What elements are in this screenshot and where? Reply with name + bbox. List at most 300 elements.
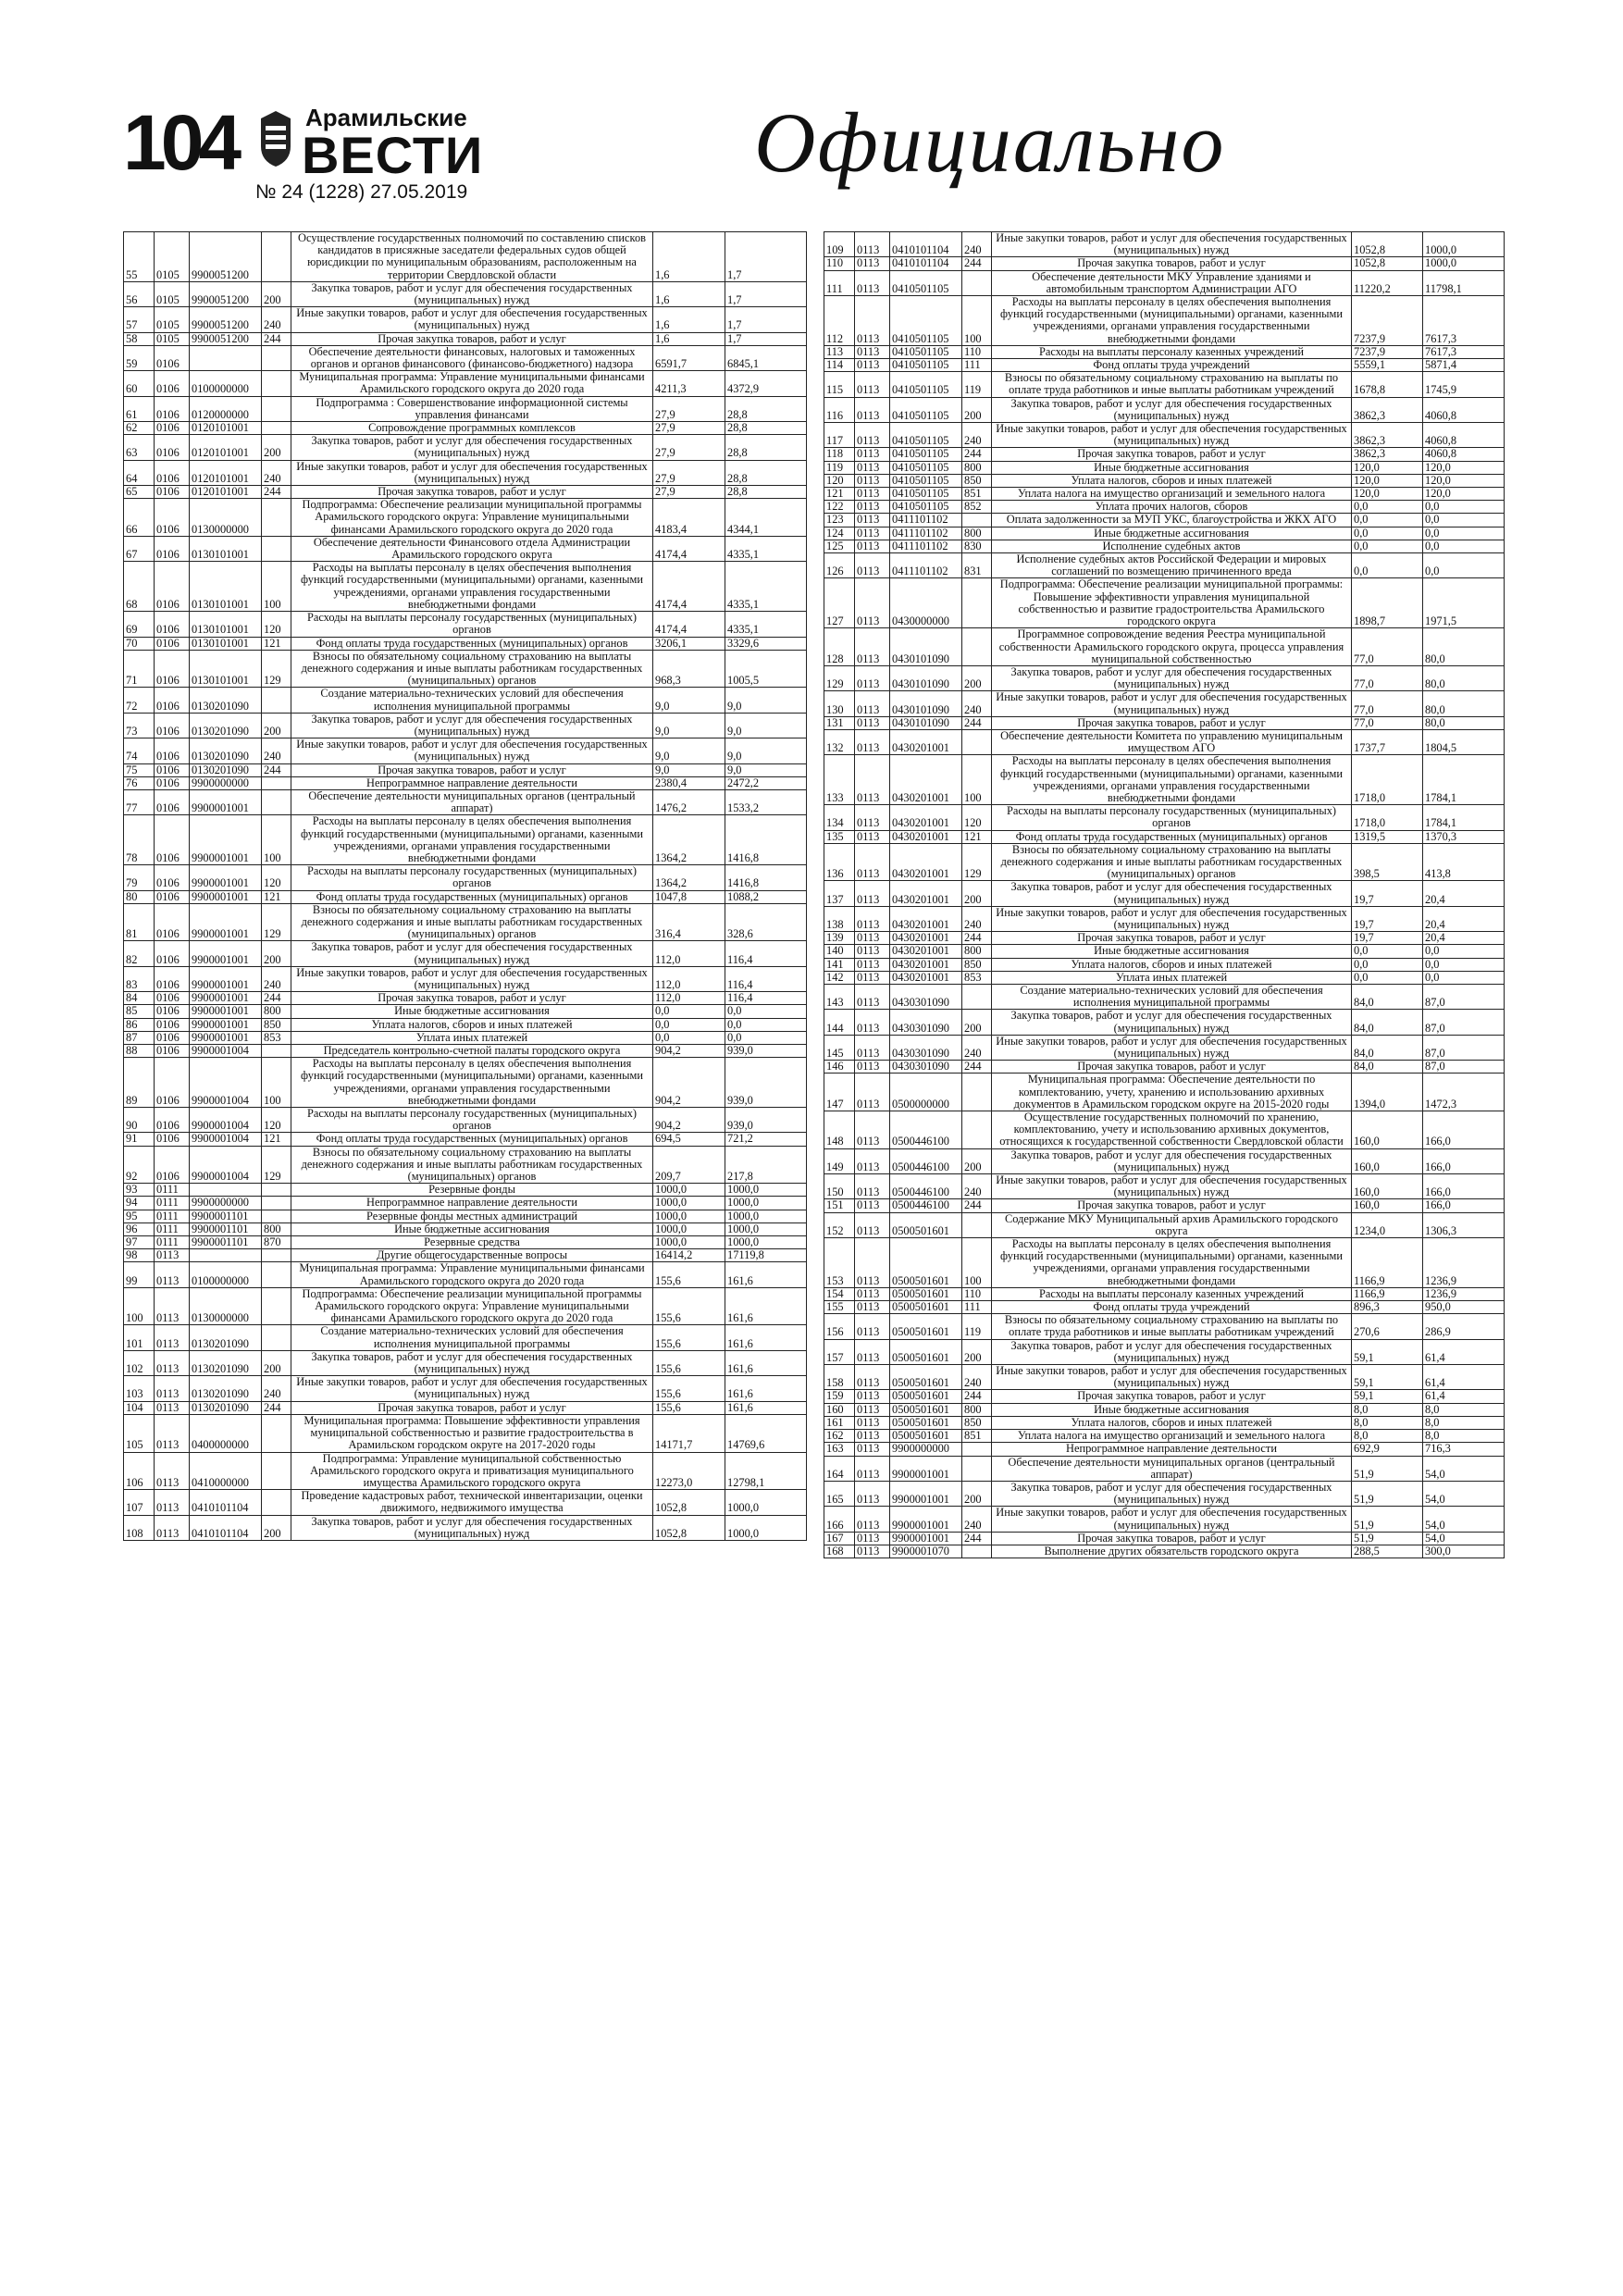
amount-2020: 155,6 [653,1401,725,1414]
row-number: 161 [824,1416,855,1429]
section-code: 0106 [155,1108,190,1133]
amount-2020: 1737,7 [1352,729,1423,754]
section-code: 0113 [855,514,890,527]
item-name: Прочая закупка товаров, работ и услуг [992,1199,1352,1212]
expense-type [262,776,291,789]
target-code: 0500446100 [890,1199,962,1212]
target-code: 0500501601 [890,1287,962,1300]
amount-2020: 155,6 [653,1350,725,1375]
target-code: 9900001101 [190,1222,262,1235]
target-code: 0130201090 [190,1325,262,1350]
item-name: Создание материально-технических условий для обеспечения исполнения муниципальной программы [291,1325,653,1350]
row-number: 106 [124,1452,155,1490]
amount-2021: 7617,3 [1423,296,1505,346]
row-number: 105 [124,1414,155,1452]
section-code: 0106 [155,776,190,789]
table-row [824,1532,1505,1545]
expense-type: 800 [962,461,992,474]
table-row [824,553,1505,578]
item-name: Расходы на выплаты персоналу в целях обеспечения выполнения функций государственными (муниципальными) органами, казенными учреждениями, органами управления государственными внебюджетными фондами [291,562,653,612]
row-number: 78 [124,815,155,865]
amount-2021: 1416,8 [725,865,807,890]
row-number: 150 [824,1174,855,1199]
item-name: Прочая закупка товаров, работ и услуг [291,486,653,499]
row-number: 92 [124,1146,155,1184]
table-row [824,1174,1505,1199]
table-row [124,1287,807,1325]
amount-2021: 116,4 [725,941,807,966]
item-name: Исполнение судебных актов [992,540,1352,552]
expense-type [262,396,291,421]
table-row [124,1249,807,1262]
target-code: 9900051200 [190,332,262,345]
amount-2020: 155,6 [653,1376,725,1401]
target-code: 0130101001 [190,562,262,612]
item-name: Взносы по обязательному социальному страхованию на выплаты денежного содержания и иные выплаты работникам государственных (муниципальных) органов [291,903,653,941]
section-code: 0105 [155,232,190,282]
section-code: 0113 [855,1314,890,1339]
amount-2021: 4060,8 [1423,448,1505,461]
amount-2021: 8,0 [1423,1430,1505,1443]
section-code: 0113 [855,1532,890,1545]
section-code: 0106 [155,815,190,865]
section-code: 0113 [855,372,890,397]
expense-type: 200 [262,713,291,738]
amount-2021: 0,0 [1423,958,1505,971]
table-row [124,637,807,650]
section-code: 0113 [855,553,890,578]
item-name: Взносы по обязательному социальному страхованию на выплаты денежного содержания и иные выплаты работникам государственных (муниципальных) органов [291,1146,653,1184]
expense-type: 200 [262,435,291,460]
expense-type: 240 [962,423,992,448]
row-number: 129 [824,665,855,690]
amount-2020: 896,3 [1352,1301,1423,1314]
expense-type: 244 [262,763,291,776]
expense-type: 200 [962,1010,992,1035]
section-code: 0113 [155,1376,190,1401]
expense-type: 244 [962,716,992,729]
expense-type: 240 [262,738,291,763]
amount-2021: 80,0 [1423,691,1505,716]
item-name: Расходы на выплаты персоналу государственных (муниципальных) органов [992,805,1352,830]
table-row [824,1507,1505,1532]
section-code: 0113 [855,540,890,552]
right-column [824,231,1504,1558]
amount-2020: 2380,4 [653,776,725,789]
item-name: Расходы на выплаты персоналу в целях обеспечения выполнения функций государственными (муниципальными) органами, казенными учреждениями, органами управления государственными внебюджетными фондами [291,815,653,865]
target-code: 0430201001 [890,932,962,945]
item-name: Уплата налогов, сборов и иных платежей [992,958,1352,971]
item-name: Расходы на выплаты персоналу казенных учреждений [992,1287,1352,1300]
target-code: 9900001001 [190,966,262,991]
item-name: Фонд оплаты труда государственных (муниципальных) органов [291,890,653,903]
item-name: Иные закупки товаров, работ и услуг для обеспечения государственных (муниципальных) нужд [291,738,653,763]
target-code: 9900051200 [190,232,262,282]
expense-type [962,1212,992,1237]
target-code: 9900001004 [190,1058,262,1108]
section-code: 0113 [855,345,890,358]
section-code: 0106 [155,890,190,903]
target-code: 0410501105 [890,270,962,295]
amount-2020: 6591,7 [653,345,725,370]
table-row [124,1262,807,1287]
row-number: 70 [124,637,155,650]
section-code: 0113 [855,1301,890,1314]
amount-2021: 1784,1 [1423,755,1505,805]
amount-2020: 0,0 [1352,514,1423,527]
amount-2020: 904,2 [653,1108,725,1133]
item-name: Уплата налогов, сборов и иных платежей [992,1416,1352,1429]
target-code: 0100000000 [190,1262,262,1287]
amount-2020: 4183,4 [653,499,725,537]
table-row [124,435,807,460]
target-code: 0410501105 [890,345,962,358]
expense-type: 100 [962,1238,992,1288]
expense-type: 200 [962,397,992,422]
item-name: Прочая закупка товаров, работ и услуг [992,1390,1352,1403]
amount-2020: 51,9 [1352,1481,1423,1506]
amount-2021: 120,0 [1423,488,1505,501]
amount-2021: 28,8 [725,486,807,499]
expense-type [262,1249,291,1262]
row-number: 143 [824,984,855,1009]
amount-2020: 1000,0 [653,1222,725,1235]
target-code: 0130000000 [190,499,262,537]
expense-type: 110 [962,345,992,358]
table-row [824,1238,1505,1288]
expense-type: 111 [962,359,992,372]
target-code: 0410101104 [890,257,962,270]
amount-2020: 1000,0 [653,1197,725,1210]
amount-2020: 9,0 [653,763,725,776]
amount-2021: 54,0 [1423,1507,1505,1532]
table-row [124,281,807,306]
amount-2021: 1000,0 [1423,232,1505,257]
amount-2021: 12798,1 [725,1452,807,1490]
target-code: 0500501601 [890,1365,962,1390]
row-number: 86 [124,1018,155,1031]
table-row [124,1515,807,1540]
expense-type: 853 [962,971,992,984]
amount-2021: 54,0 [1423,1456,1505,1481]
item-name: Закупка товаров, работ и услуг для обеспечения государственных (муниципальных) нужд [291,1515,653,1540]
item-name: Закупка товаров, работ и услуг для обеспечения государственных (муниципальных) нужд [291,281,653,306]
row-number: 148 [824,1111,855,1149]
amount-2021: 286,9 [1423,1314,1505,1339]
row-number: 145 [824,1035,855,1060]
row-number: 81 [124,903,155,941]
table-row [124,789,807,814]
target-code: 0100000000 [190,371,262,396]
amount-2021: 217,8 [725,1146,807,1184]
section-code: 0106 [155,738,190,763]
section-code: 0113 [155,1401,190,1414]
section-code: 0113 [855,270,890,295]
table-row [824,1035,1505,1060]
table-row [824,843,1505,881]
amount-2020: 1678,8 [1352,372,1423,397]
table-row [824,665,1505,690]
expense-type: 850 [262,1018,291,1031]
row-number: 88 [124,1045,155,1058]
amount-2020: 7237,9 [1352,296,1423,346]
target-code: 9900001001 [190,1031,262,1044]
amount-2020: 27,9 [653,460,725,485]
row-number: 66 [124,499,155,537]
section-code: 0113 [155,1262,190,1287]
amount-2021: 1236,9 [1423,1238,1505,1288]
target-code: 0130101001 [190,637,262,650]
target-code: 0410501105 [890,448,962,461]
amount-2021: 4335,1 [725,562,807,612]
target-code: 9900001001 [190,815,262,865]
expense-type: 851 [962,488,992,501]
target-code: 9900001004 [190,1108,262,1133]
expense-type: 850 [962,1416,992,1429]
expense-type [962,578,992,628]
target-code: 0130201090 [190,1401,262,1414]
target-code: 9900001070 [890,1545,962,1558]
expense-type: 240 [962,906,992,931]
expense-type: 853 [262,1031,291,1044]
expense-type: 870 [262,1236,291,1249]
item-name: Прочая закупка товаров, работ и услуг [992,1532,1352,1545]
amount-2021: 0,0 [1423,945,1505,958]
row-number: 118 [824,448,855,461]
item-name: Иные закупки товаров, работ и услуг для обеспечения государственных (муниципальных) нужд [992,1174,1352,1199]
section-code: 0113 [855,691,890,716]
table-row [824,1443,1505,1456]
table-row [124,1197,807,1210]
expense-type: 800 [962,527,992,540]
item-name: Осуществление государственных полномочий по составлению списков кандидатов в присяжные заседатели федеральных судов общей юрисдикции по муниципальным образованиям, расположенным на территории Свердловской области [291,232,653,282]
expense-type [962,1456,992,1481]
row-number: 98 [124,1249,155,1262]
expense-type: 100 [262,562,291,612]
item-name: Иные закупки товаров, работ и услуг для обеспечения государственных (муниципальных) нужд [992,691,1352,716]
amount-2020: 0,0 [1352,501,1423,514]
expense-type: 800 [962,945,992,958]
item-name: Иные бюджетные ассигнования [291,1005,653,1018]
row-number: 64 [124,460,155,485]
expense-type: 244 [262,332,291,345]
amount-2020: 155,6 [653,1262,725,1287]
table-row [824,345,1505,358]
section-code: 0113 [855,755,890,805]
target-code: 0130201090 [190,713,262,738]
target-code: 0500446100 [890,1148,962,1173]
section-code: 0113 [855,1430,890,1443]
amount-2021: 413,8 [1423,843,1505,881]
item-name: Иные закупки товаров, работ и услуг для обеспечения государственных (муниципальных) нужд [291,307,653,332]
row-number: 108 [124,1515,155,1540]
target-code: 0130201090 [190,1350,262,1375]
table-row [124,815,807,865]
target-code: 9900001001 [190,992,262,1005]
section-code: 0113 [855,805,890,830]
amount-2020: 4211,3 [653,371,725,396]
expense-type: 120 [262,612,291,637]
item-name: Расходы на выплаты персоналу государственных (муниципальных) органов [291,612,653,637]
item-name: Прочая закупка товаров, работ и услуг [992,932,1352,945]
expense-type: 244 [962,1532,992,1545]
amount-2021: 20,4 [1423,881,1505,906]
table-row [824,1212,1505,1237]
target-code: 0410101104 [190,1515,262,1540]
table-row [124,1350,807,1375]
row-number: 137 [824,881,855,906]
coat-of-arms-icon [257,109,294,168]
amount-2020: 1166,9 [1352,1287,1423,1300]
section-code: 0106 [155,637,190,650]
expense-type: 240 [962,1507,992,1532]
section-code: 0106 [155,499,190,537]
issue-info: № 24 (1228) 27.05.2019 [255,181,468,203]
section-code: 0111 [155,1236,190,1249]
target-code: 0410000000 [190,1452,262,1490]
amount-2021: 1088,2 [725,890,807,903]
row-number: 163 [824,1443,855,1456]
row-number: 164 [824,1456,855,1481]
section-code: 0113 [155,1287,190,1325]
target-code: 0130101001 [190,612,262,637]
section-code: 0113 [855,1481,890,1506]
table-row [124,371,807,396]
item-name: Муниципальная программа: Обеспечение деятельности по комплектованию, учету, хранению и использованию архивных документов в Арамильском городском округе на 2015-2020 годы [992,1074,1352,1111]
item-name: Обеспечение деятельности МКУ Управление зданиями и автомобильным транспортом Администрации АГО [992,270,1352,295]
table-row [124,1325,807,1350]
amount-2021: 1971,5 [1423,578,1505,628]
target-code: 0411101102 [890,514,962,527]
amount-2021: 8,0 [1423,1416,1505,1429]
amount-2020: 1364,2 [653,815,725,865]
amount-2021: 0,0 [1423,540,1505,552]
item-name: Уплата налога на имущество организаций и земельного налога [992,1430,1352,1443]
amount-2021: 4060,8 [1423,397,1505,422]
amount-2020: 155,6 [653,1287,725,1325]
section-code: 0113 [855,984,890,1009]
target-code: 0430101090 [890,716,962,729]
row-number: 58 [124,332,155,345]
expense-type [962,628,992,666]
table-row [124,460,807,485]
table-row [124,1210,807,1222]
section-code: 0111 [155,1222,190,1235]
section-code: 0113 [855,1416,890,1429]
table-row [124,1133,807,1146]
section-code: 0113 [155,1452,190,1490]
table-row [824,257,1505,270]
amount-2021: 116,4 [725,966,807,991]
expense-type: 100 [962,755,992,805]
amount-2020: 84,0 [1352,984,1423,1009]
row-number: 128 [824,628,855,666]
table-row [824,448,1505,461]
section-code: 0106 [155,435,190,460]
amount-2021: 1784,1 [1423,805,1505,830]
target-code: 0410501105 [890,359,962,372]
item-name: Расходы на выплаты персоналу казенных учреждений [992,345,1352,358]
item-name: Подпрограмма: Обеспечение реализации муниципальной программы Арамильского городского округа: Управление муниципальными финансами Арамильского городского округа до 2020 года [291,1287,653,1325]
table-row [824,296,1505,346]
amount-2021: 61,4 [1423,1390,1505,1403]
amount-2020: 398,5 [1352,843,1423,881]
amount-2021: 3329,6 [725,637,807,650]
item-name: Прочая закупка товаров, работ и услуг [291,763,653,776]
table-row [124,941,807,966]
section-code: 0113 [855,971,890,984]
expense-type: 119 [962,1314,992,1339]
section-code: 0113 [855,716,890,729]
row-number: 134 [824,805,855,830]
table-row [824,984,1505,1009]
row-number: 119 [824,461,855,474]
section-code: 0113 [855,1035,890,1060]
row-number: 113 [824,345,855,358]
table-row [824,1314,1505,1339]
amount-2020: 0,0 [653,1018,725,1031]
section-code: 0113 [855,932,890,945]
section-code: 0113 [855,1148,890,1173]
amount-2021: 20,4 [1423,906,1505,931]
item-name: Обеспечение деятельности муниципальных органов (центральный аппарат) [291,789,653,814]
section-code: 0106 [155,1146,190,1184]
amount-2021: 9,0 [725,738,807,763]
row-number: 160 [824,1403,855,1416]
section-code: 0105 [155,281,190,306]
section-code: 0106 [155,486,190,499]
amount-2020: 1,6 [653,307,725,332]
amount-2021: 1000,0 [725,1236,807,1249]
amount-2021: 1,7 [725,232,807,282]
target-code: 0430201001 [890,945,962,958]
expense-type: 129 [262,903,291,941]
target-code: 0500501601 [890,1390,962,1403]
amount-2021: 161,6 [725,1325,807,1350]
amount-2020: 160,0 [1352,1111,1423,1149]
target-code: 9900001004 [190,1045,262,1058]
amount-2020: 9,0 [653,738,725,763]
amount-2020: 0,0 [1352,553,1423,578]
target-code [190,1249,262,1262]
section-code: 0113 [855,501,890,514]
page-number: 104 [123,99,237,186]
table-row [824,932,1505,945]
row-number: 114 [824,359,855,372]
amount-2020: 120,0 [1352,474,1423,487]
section-code: 0113 [855,1061,890,1074]
target-code: 0410501105 [890,372,962,397]
row-number: 125 [824,540,855,552]
expense-type: 852 [962,501,992,514]
row-number: 131 [824,716,855,729]
amount-2021: 721,2 [725,1133,807,1146]
expense-type: 121 [262,637,291,650]
amount-2020: 0,0 [1352,958,1423,971]
item-name: Председатель контрольно-счетной палаты городского округа [291,1045,653,1058]
amount-2020: 1052,8 [653,1490,725,1515]
section-code: 0113 [855,1238,890,1288]
target-code: 0430301090 [890,1061,962,1074]
row-number: 56 [124,281,155,306]
table-row [824,1481,1505,1506]
amount-2021: 5871,4 [1423,359,1505,372]
expense-type [262,789,291,814]
table-row [124,1490,807,1515]
expense-type: 129 [262,650,291,688]
amount-2021: 4335,1 [725,536,807,561]
amount-2021: 4060,8 [1423,423,1505,448]
